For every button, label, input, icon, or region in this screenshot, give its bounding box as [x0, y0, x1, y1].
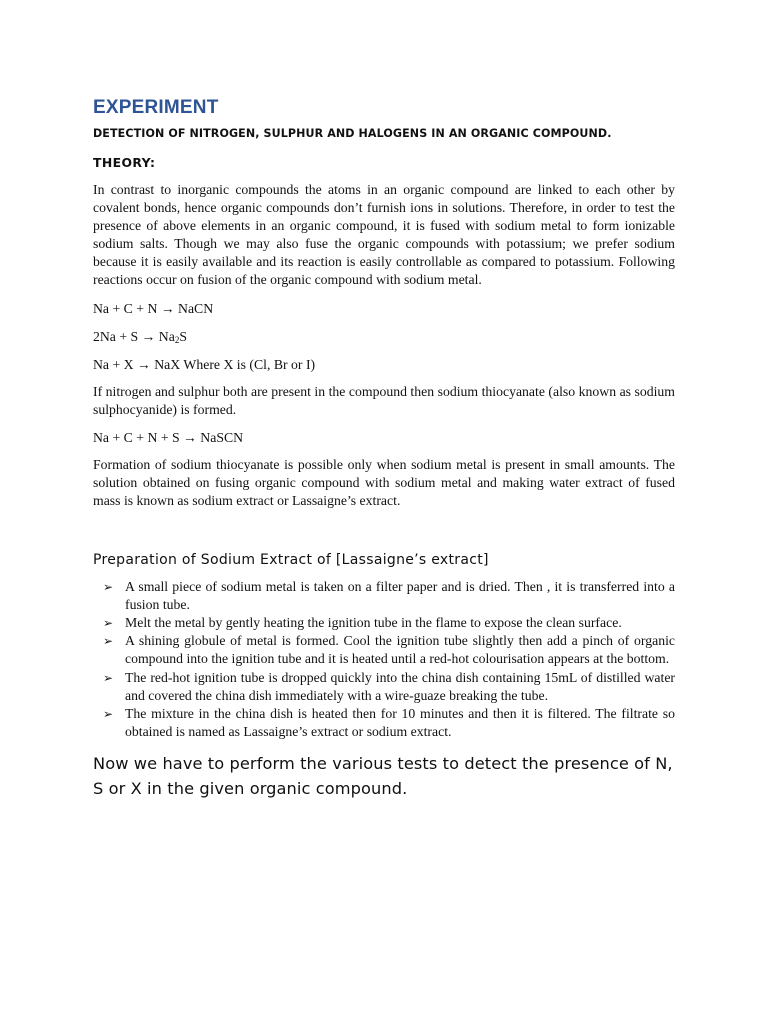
- equation-nacn: Na + C + N → NaCN: [93, 300, 214, 316]
- equation-na2s-right: S: [179, 328, 187, 344]
- step-text: A small piece of sodium metal is taken on a filter paper and is dried. Then , it is transferred into a fusion tube.: [125, 579, 675, 613]
- preparation-steps-list: [93, 578, 675, 741]
- list-item: [93, 705, 675, 741]
- step-text: The mixture in the china dish is heated then for 10 minutes and then it is filtered. The filtrate so obtained is named as Lassaigne’s extract or sodium extract.: [125, 705, 675, 739]
- document-title: EXPERIMENT: [93, 97, 219, 118]
- list-item: [93, 669, 675, 705]
- conclusion-statement: Now we have to perform the various tests to detect the presence of N, S or X in the given organic compound.: [93, 753, 673, 798]
- theory-intro-paragraph: In contrast to inorganic compounds the atoms in an organic compound are linked to each other by covalent bonds, hence organic compounds don’t furnish ions in solutions. Therefore, in order to test the presence of above elements in an organic compound, it is fused with sodium metal to form ionizable sodium salts. Though we may also fuse the organic compounds with potassium; we prefer sodium because it is easily available and its reaction is easily controllable as compared to potassium. Following reactions occur on fusion of the organic compound with sodium metal.: [93, 182, 675, 288]
- experiment-subtitle: DETECTION OF NITROGEN, SULPHUR AND HALOGENS IN AN ORGANIC COMPOUND.: [93, 127, 612, 140]
- list-item: [93, 614, 675, 632]
- equation-na2s-subscript: 2: [174, 334, 180, 345]
- both-present-paragraph: If nitrogen and sulphur both are present in the compound then sodium thiocyanate (also known as sodium sulphocyanide) is formed.: [93, 383, 675, 417]
- arrow-bullet-icon: ➢: [103, 706, 114, 721]
- thiocyanate-paragraph: Formation of sodium thiocyanate is possible only when sodium metal is present in small amounts. The solution obtained on fusing organic compound with sodium metal and making water extract of fused mass is known as sodium extract or Lassaigne’s extract.: [93, 456, 675, 508]
- arrow-bullet-icon: ➢: [103, 634, 114, 649]
- step-text: The red-hot ignition tube is dropped quickly into the china dish containing 15mL of distilled water and covered the china dish immediately with a wire-guaze breaking the tube.: [125, 669, 675, 703]
- arrow-bullet-icon: ➢: [103, 580, 114, 595]
- equation-na2s: [93, 328, 675, 346]
- list-item: [93, 578, 675, 614]
- equation-nascn: Na + C + N + S → NaSCN: [93, 429, 244, 445]
- arrow-bullet-icon: ➢: [103, 670, 114, 685]
- theory-heading: THEORY:: [93, 155, 156, 170]
- step-text: A shining globule of metal is formed. Cool the ignition tube slightly then add a pinch of organic compound into the ignition tube and it is heated until a red-hot colourisation appears at the bottom.: [125, 633, 675, 667]
- equation-na2s-left: 2Na + S → Na: [93, 328, 175, 344]
- preparation-heading: Preparation of Sodium Extract of [Lassaigne’s extract]: [93, 552, 489, 569]
- list-item: [93, 632, 675, 668]
- equation-nax: Na + X → NaX Where X is (Cl, Br or I): [93, 356, 316, 372]
- arrow-bullet-icon: ➢: [103, 616, 114, 631]
- step-text: Melt the metal by gently heating the ignition tube in the flame to expose the clean surface.: [125, 615, 622, 631]
